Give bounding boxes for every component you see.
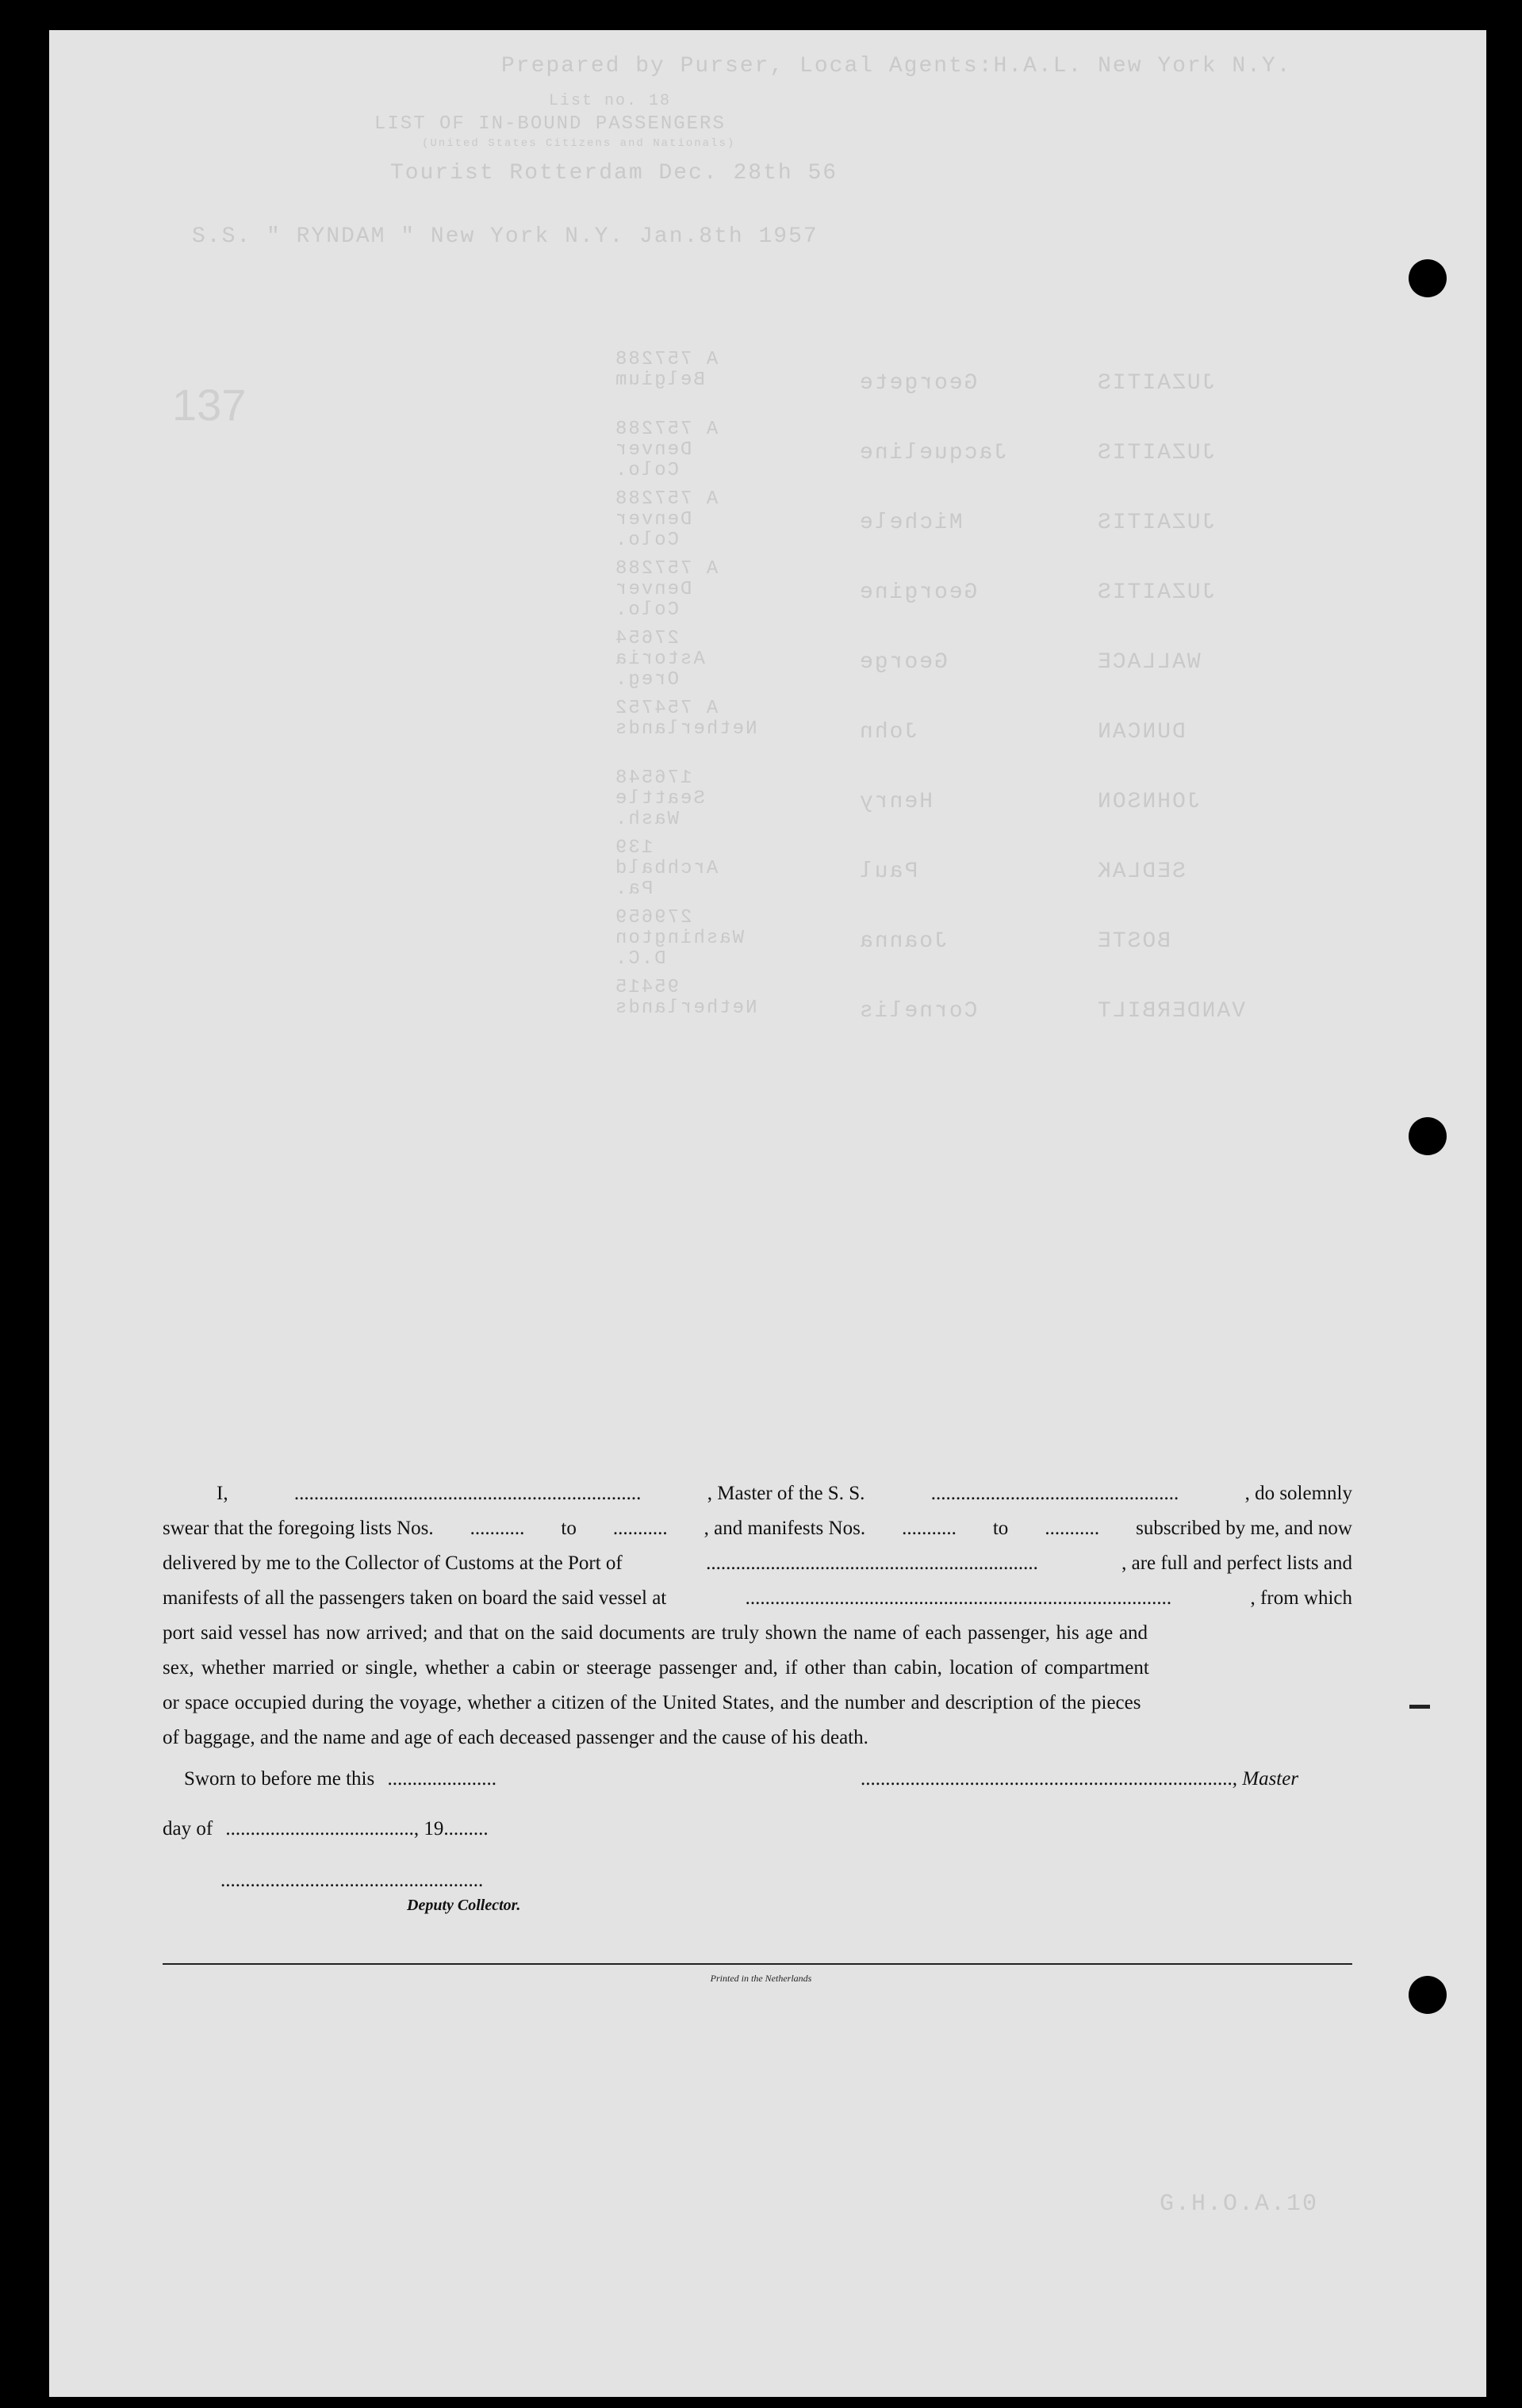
ghost-surname: DUNCAN bbox=[1096, 720, 1186, 745]
ghost-given-name: George bbox=[858, 650, 948, 675]
ghost-footer-code: G.H.O.A.10 bbox=[1160, 2191, 1319, 2218]
ghost-info-line: Astoria bbox=[614, 649, 705, 670]
ghost-info-line: A 757288 bbox=[614, 488, 719, 510]
declaration-text: , are full and perfect lists and bbox=[1121, 1552, 1352, 1574]
ghost-header-line2b: (United States Citizens and Nationals) bbox=[422, 137, 736, 150]
ghost-given-name: Cornelis bbox=[858, 999, 978, 1024]
ghost-given-name: John bbox=[858, 720, 918, 745]
ghost-info-line: A 757288 bbox=[614, 349, 719, 370]
collector-signature-blank[interactable]: ..................................................... bbox=[220, 1870, 484, 1891]
manifest-sheet bbox=[49, 30, 1486, 2397]
ship-name-blank[interactable]: .................................................. bbox=[930, 1483, 1179, 1504]
ghost-info-line: Wash. bbox=[614, 809, 680, 830]
ghost-info-line: Denver bbox=[614, 439, 692, 461]
declaration-line-7 bbox=[163, 1686, 1352, 1721]
declaration-text: or space occupied during the voyage, whether a citizen of the United States, and the number and description of the pieces bbox=[163, 1692, 1141, 1713]
ghost-list-number: List no. 18 bbox=[549, 92, 672, 110]
ghost-info-line: 139 bbox=[614, 837, 654, 859]
boarding-port-blank[interactable]: ...................................................................................... bbox=[745, 1587, 1172, 1609]
declaration-text: , Master of the S. S. bbox=[707, 1483, 865, 1504]
ghost-given-name: Georgine bbox=[858, 580, 978, 605]
declaration-text: of baggage, and the name and age of each deceased passenger and the cause of his death. bbox=[163, 1727, 868, 1748]
ghost-info-line: Denver bbox=[614, 509, 692, 530]
ghost-info-line: A 757288 bbox=[614, 419, 719, 440]
ghost-surname: SEDLAK bbox=[1096, 859, 1186, 884]
manifest-to-blank[interactable]: ........... bbox=[1045, 1518, 1100, 1539]
day-of-line bbox=[163, 1818, 489, 1840]
declaration-line-6 bbox=[163, 1651, 1352, 1686]
ghost-info-line: Belgium bbox=[614, 369, 705, 391]
ghost-info-line: 27654 bbox=[614, 628, 680, 649]
ghost-info-line: D.C. bbox=[614, 948, 666, 970]
sworn-label: Sworn to before me this bbox=[184, 1768, 375, 1790]
sworn-date-blank[interactable]: ...................... bbox=[387, 1768, 496, 1790]
day-month-blank[interactable]: ...................................... bbox=[225, 1818, 414, 1839]
declaration-text: manifests of all the passengers taken on board the said vessel at bbox=[163, 1587, 667, 1609]
ghost-header-line4: S.S. " RYNDAM " New York N.Y. Jan.8th 1957 bbox=[192, 224, 819, 249]
ghost-info-line: Netherlands bbox=[614, 718, 757, 740]
ghost-info-line: Pa. bbox=[614, 879, 654, 900]
ghost-info-line: Colo. bbox=[614, 460, 680, 481]
printed-note: Printed in the Netherlands bbox=[710, 1973, 812, 1984]
ghost-given-name: Joanna bbox=[858, 929, 948, 954]
declaration-line-2 bbox=[163, 1511, 1352, 1546]
declaration-text: subscribed by me, and now bbox=[1136, 1518, 1352, 1539]
deputy-collector-label: Deputy Collector. bbox=[407, 1897, 521, 1914]
ghost-info-line: Seattle bbox=[614, 788, 705, 810]
ghost-surname: JOHNSON bbox=[1096, 790, 1201, 814]
ghost-surname: JUZAITIS bbox=[1096, 371, 1216, 396]
edge-mark bbox=[1409, 1705, 1430, 1709]
ghost-info-line: Netherlands bbox=[614, 997, 757, 1019]
ghost-info-line: 279659 bbox=[614, 907, 692, 928]
ghost-surname: JUZAITIS bbox=[1096, 580, 1216, 605]
ghost-given-name: Michele bbox=[858, 511, 963, 535]
list-to-blank[interactable]: ........... bbox=[612, 1518, 668, 1539]
ghost-page-number: 137 bbox=[172, 380, 247, 430]
ghost-info-line: 95415 bbox=[614, 977, 680, 998]
ghost-surname: JUZAITIS bbox=[1096, 511, 1216, 535]
declaration-i: I, bbox=[217, 1483, 228, 1504]
ghost-header-line3: Tourist Rotterdam Dec. 28th 56 bbox=[390, 161, 838, 186]
ghost-surname: BOSTE bbox=[1096, 929, 1171, 954]
declaration-text: delivered by me to the Collector of Customs at the Port of bbox=[163, 1552, 623, 1574]
declaration-line-1 bbox=[163, 1476, 1352, 1511]
ghost-info-line: 176548 bbox=[614, 768, 692, 789]
ghost-given-name: Paul bbox=[858, 859, 918, 884]
ghost-given-name: Jacqueline bbox=[858, 441, 1008, 465]
punch-hole-middle bbox=[1409, 1117, 1447, 1155]
ghost-info-line: Denver bbox=[614, 579, 692, 600]
master-signature-line bbox=[861, 1768, 1298, 1790]
ghost-info-line: Archbald bbox=[614, 858, 719, 879]
list-from-blank[interactable]: ........... bbox=[470, 1518, 525, 1539]
declaration-text: , from which bbox=[1250, 1587, 1352, 1609]
ghost-given-name: Henry bbox=[858, 790, 934, 814]
declaration-text: to bbox=[992, 1518, 1009, 1539]
ghost-surname: WALLACE bbox=[1096, 650, 1201, 675]
ghost-given-name: Georgete bbox=[858, 371, 978, 396]
declaration-text: port said vessel has now arrived; and that on the said documents are truly shown the name of each passenger, his age and bbox=[163, 1622, 1148, 1644]
ghost-info-line: Oreg. bbox=[614, 669, 680, 691]
ghost-info-line: Colo. bbox=[614, 599, 680, 621]
ghost-info-line: Washington bbox=[614, 928, 745, 949]
sworn-line bbox=[184, 1768, 496, 1790]
ghost-surname: VANDERBILT bbox=[1096, 999, 1246, 1024]
declaration-line-4 bbox=[163, 1581, 1352, 1616]
year-blank[interactable]: ......... bbox=[443, 1818, 489, 1839]
master-label: , Master bbox=[1232, 1768, 1299, 1790]
footer-rule bbox=[163, 1963, 1352, 1965]
declaration-line-3 bbox=[163, 1546, 1352, 1581]
declaration-text: , do solemnly bbox=[1244, 1483, 1352, 1504]
master-name-blank[interactable]: ...................................................................... bbox=[293, 1483, 642, 1504]
declaration-text: swear that the foregoing lists Nos. bbox=[163, 1518, 434, 1539]
declaration-text: , and manifests Nos. bbox=[703, 1518, 866, 1539]
manifest-from-blank[interactable]: ........... bbox=[902, 1518, 957, 1539]
ghost-surname: JUZAITIS bbox=[1096, 441, 1216, 465]
master-signature-blank[interactable]: ........................................................................... bbox=[861, 1768, 1233, 1790]
ghost-info-line: A 757288 bbox=[614, 558, 719, 580]
master-declaration bbox=[163, 1476, 1352, 1755]
port-blank[interactable]: ................................................................... bbox=[706, 1552, 1038, 1574]
ghost-header-line2: LIST OF IN-BOUND PASSENGERS bbox=[374, 113, 726, 135]
declaration-line-8 bbox=[163, 1721, 1352, 1755]
year-prefix: , 19 bbox=[413, 1818, 444, 1839]
day-of-label: day of bbox=[163, 1818, 213, 1839]
punch-hole-top bbox=[1409, 259, 1447, 297]
declaration-line-5 bbox=[163, 1616, 1352, 1651]
ghost-info-line: Colo. bbox=[614, 530, 680, 551]
declaration-text: sex, whether married or single, whether a cabin or steerage passenger and, if other than cabin, location of compartment bbox=[163, 1657, 1149, 1679]
ghost-info-line: A 754752 bbox=[614, 698, 719, 719]
declaration-text: to bbox=[561, 1518, 577, 1539]
ghost-header-line1: Prepared by Purser, Local Agents:H.A.L. New York N.Y. bbox=[501, 54, 1292, 78]
